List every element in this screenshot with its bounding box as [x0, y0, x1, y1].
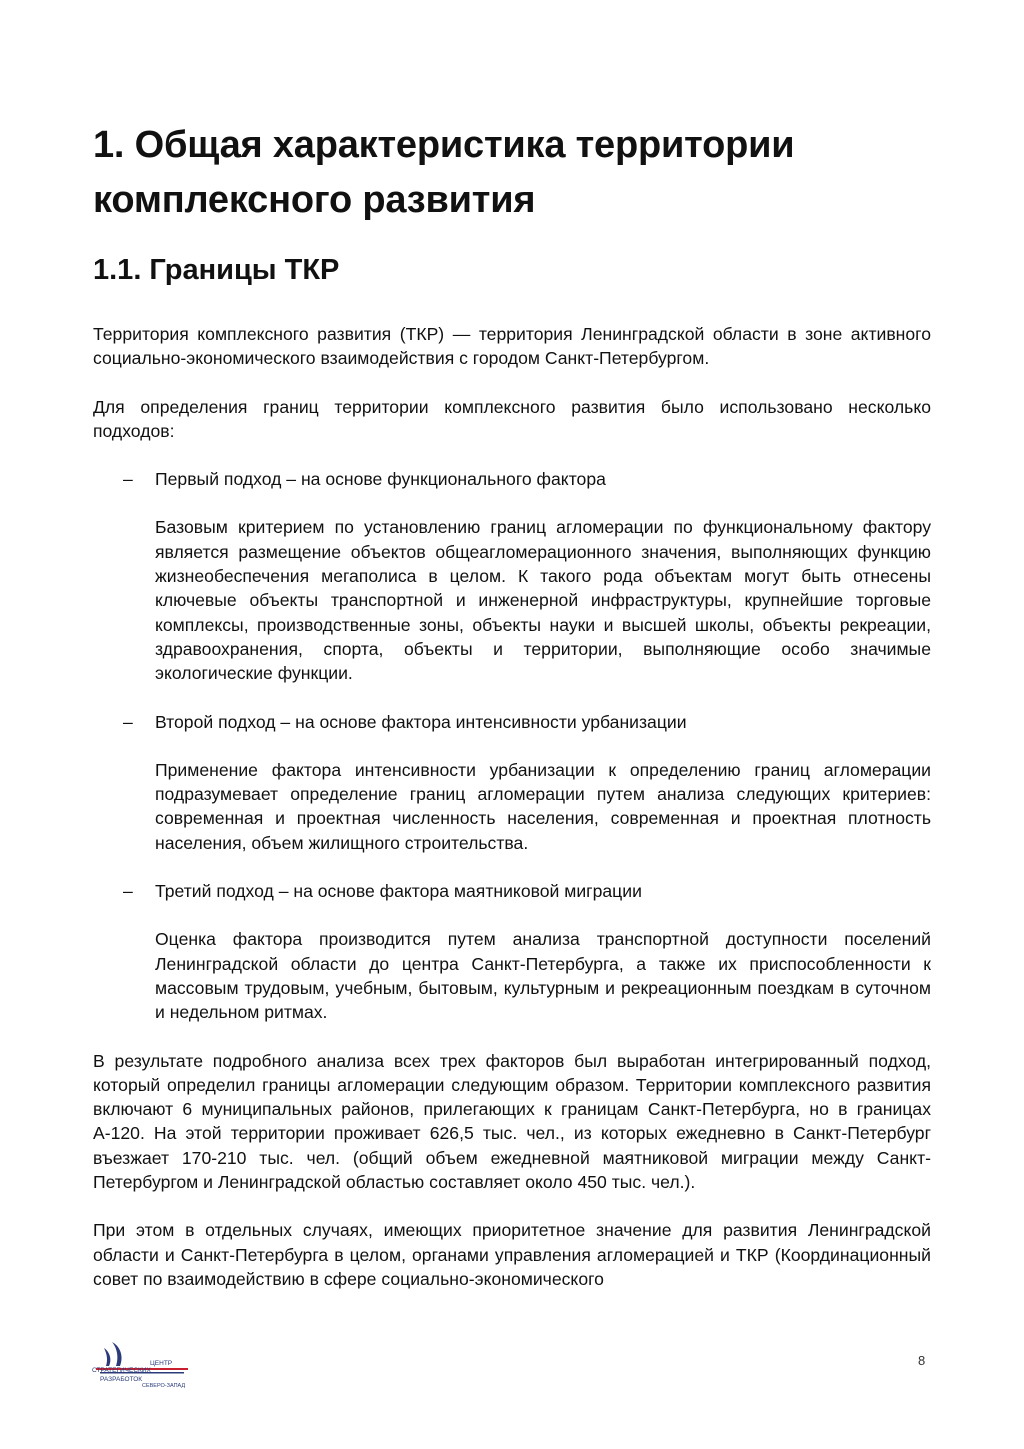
bullet-title: Второй подход – на основе фактора интенсивности урбанизации — [155, 711, 687, 732]
bullet-dash: – — [123, 881, 133, 902]
result-paragraph: В результате подробного анализа всех трех факторов был выработан интегрированный подход, который определил границы агломерации следующим образом. Территории комплексного развития включают 6 муниципальных районов, прилегающих к границам Санкт-Петербурга, но в границах А-120. На этой территории проживает 626,5 тыс. чел., из которых ежедневно в Санкт-Петербург въезжает 170-210 тыс. чел. (общий объем ежедневной маятниковой миграции между Санкт-Петербургом и Ленинградской областью составляет около 450 тыс. чел.). — [93, 1050, 931, 1193]
bullet-title: Третий подход – на основе фактора маятниковой миграции — [155, 881, 642, 902]
bullet-description: Оценка фактора производится путем анализа транспортной доступности поселений Ленинградской области до центра Санкт-Петербурга, а также их приспособленности к массовым трудовым, учебным, бытовым, культурным и рекреационным поездкам в суточном и недельном ритмах. — [155, 929, 931, 1023]
logo — [90, 1338, 200, 1394]
bullet-item-first-approach — [93, 467, 931, 491]
bullet-dash: – — [123, 469, 133, 490]
bullet-description: Базовым критерием по установлению границ агломерации по функциональному фактору является размещение объектов общеагломерационного значения, выполняющих функцию жизнеобеспечения мегаполиса в целом. К такого рода объектам могут быть отнесены ключевые объекты транспортной и инженерной инфраструктуры, крупнейшие торговые комплексы, производственные зоны, объекты науки и высшей школы, объекты рекреации, здравоохранения, спорта, объекты и территории, выполняющие особо значимые экологические функции. — [155, 517, 931, 684]
logo-line-4: СЕВЕРО-ЗАПАД — [142, 1383, 186, 1389]
logo-line-3: РАЗРАБОТОК — [100, 1376, 143, 1383]
bullet-item-second-approach — [93, 710, 931, 734]
bullet-title: Первый подход – на основе функционального фактора — [155, 469, 606, 490]
section-heading: 1.1. Границы ТКР — [93, 254, 340, 286]
approaches-intro-paragraph: Для определения границ территории комплексного развития было использовано несколько подходов: — [93, 396, 931, 441]
page-number: 8 — [918, 1353, 926, 1368]
bullet-item-third-approach — [93, 879, 931, 903]
final-paragraph: При этом в отдельных случаях, имеющих приоритетное значение для развития Ленинградской области и Санкт-Петербурга в целом, органами управления агломерацией и ТКР (Координационный совет по взаимодействию в сфере социально-экономического — [93, 1220, 931, 1289]
logo-line-2: СТРАТЕГИЧЕСКИХ — [92, 1367, 151, 1374]
logo-line-1: ЦЕНТР — [150, 1360, 173, 1367]
bullet-dash: – — [123, 711, 133, 732]
bullet-description: Применение фактора интенсивности урбанизации к определению границ агломерации подразумевает определение границ агломерации путем анализа следующих критериев: современная и проектная численность населения, современная и проектная плотность населения, объем жилищного строительства. — [155, 759, 931, 853]
document-page — [93, 118, 931, 1291]
page-title: 1. Общая характеристика территории комплексного развития — [93, 124, 795, 221]
intro-paragraph: Территория комплексного развития (ТКР) — территория Ленинградской области в зоне активного социально-экономического взаимодействия с городом Санкт-Петербургом. — [93, 324, 931, 369]
